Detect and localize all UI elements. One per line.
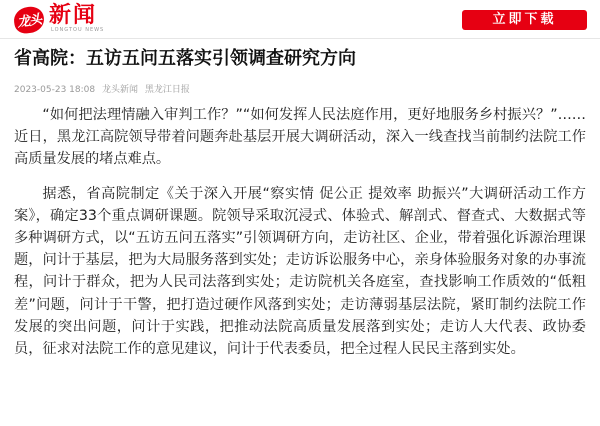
logo-icon[interactable]: [12, 5, 45, 35]
article-source[interactable]: 龙头新闻: [101, 85, 138, 95]
article-title: 省高院：五访五问五落实引领调查研究方向: [14, 48, 356, 69]
top-bar: [0, 0, 600, 39]
article-meta: [14, 84, 194, 96]
article-paragraph: 据悉，省高院制定《关于深入开展“察实情 促公正 提效率 助振兴”大调研活动工作方案》，确定33个重点调研课题。院领导采取沉浸式、体验式、解剖式、督查式、大数据式等多种调研方式，以“五访五问五落实”引领调研方向，走访社区、企业，带着强化诉源治理课题，问计于基层，把为大局服务落到实处；走访诉讼服务中心，亲身体验服务对象的办事流程，问计于群众，把为人民司法落到实处；走访院机关各庭室，查找影响工作质效的“低粗差”问题，问计于干警，把打造过硬作风落到实处；走访薄弱基层法院，紧盯制约法院工作发展的突出问题，问计于实践，把推动法院高质量发展落到实处；走访人大代表、政协委员，征求对法院工作的意见建议，问计于代表委员，把全过程人民民主落到实处。: [14, 185, 586, 358]
article-body: [14, 104, 586, 372]
logo-mark: 龙头: [16, 12, 43, 31]
download-button[interactable]: 立即下载: [462, 10, 587, 30]
brand-name[interactable]: 新闻: [49, 3, 98, 28]
article-date: 2023-05-23 18:08: [14, 85, 96, 95]
brand-subtitle: LONGTOU NEWS: [51, 27, 105, 33]
article-origin: 黑龙江日报: [144, 85, 190, 95]
article-paragraph: “如何把法理情融入审判工作？”“如何发挥人民法庭作用，更好地服务乡村振兴？”……近日，黑龙江高院领导带着问题奔赴基层开展大调研活动，深入一线查找当前制约法院工作高质量发展的堵点难点。: [14, 107, 586, 168]
